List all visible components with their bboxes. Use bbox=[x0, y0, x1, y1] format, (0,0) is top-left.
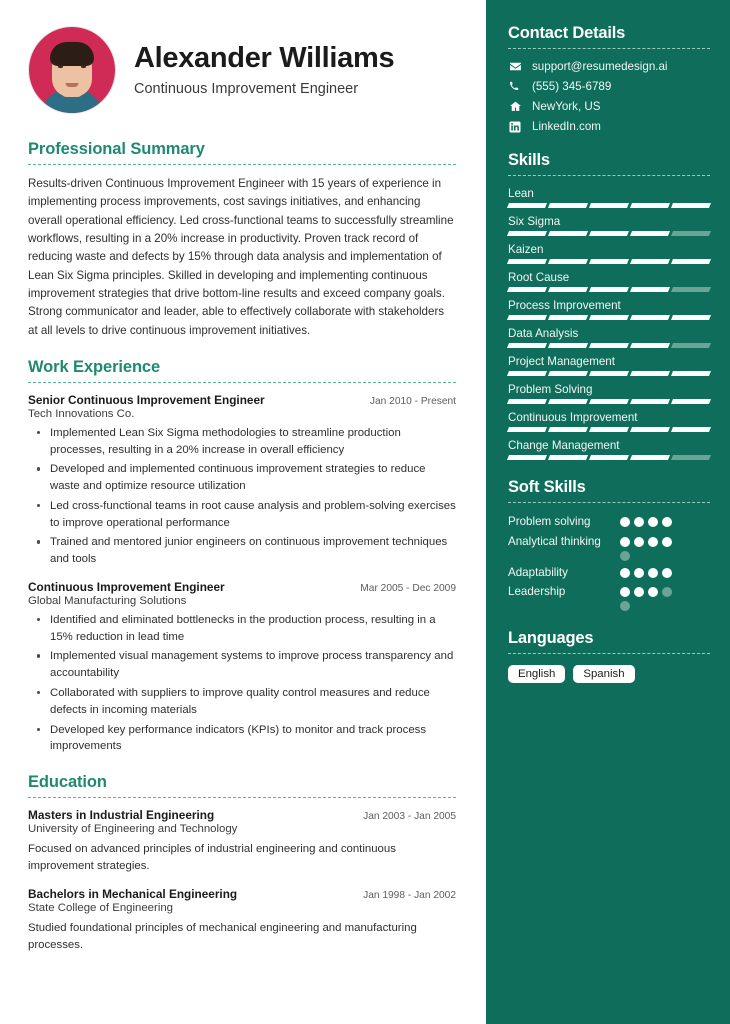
skill-rating-bar bbox=[508, 427, 710, 432]
divider-languages bbox=[508, 653, 710, 654]
skill-bar-segment bbox=[548, 231, 588, 236]
skill-item bbox=[508, 271, 710, 292]
experience-date: Mar 2005 - Dec 2009 bbox=[360, 582, 456, 594]
divider-contact bbox=[508, 48, 710, 49]
contact-list bbox=[508, 60, 710, 133]
education-description: Focused on advanced principles of industrial engineering and continuous improvement strategies. bbox=[28, 843, 396, 873]
avatar-hair bbox=[50, 42, 94, 66]
skill-bar-segment bbox=[671, 455, 711, 460]
experience-bullet: Implemented Lean Six Sigma methodologies to streamline production processes, resulting in a 20% increase in overall efficiency bbox=[28, 425, 456, 459]
education-date: Jan 1998 - Jan 2002 bbox=[363, 890, 456, 902]
skill-bar-segment bbox=[671, 343, 711, 348]
soft-skill-item bbox=[508, 534, 710, 561]
skill-bar-segment bbox=[507, 399, 547, 404]
soft-skill-dot bbox=[620, 517, 630, 527]
skill-bar-segment bbox=[671, 399, 711, 404]
soft-skill-dot bbox=[662, 587, 672, 597]
linkedin-icon bbox=[508, 121, 522, 133]
full-name: Alexander Williams bbox=[134, 42, 395, 75]
skill-bar-segment bbox=[548, 399, 588, 404]
job-role: Continuous Improvement Engineer bbox=[134, 80, 359, 97]
experience-bullet-list bbox=[28, 612, 456, 755]
soft-skill-dot bbox=[634, 587, 644, 597]
languages-list bbox=[508, 665, 710, 683]
skill-item bbox=[508, 243, 710, 264]
skill-rating-bar bbox=[508, 315, 710, 320]
skill-bar-segment bbox=[589, 315, 629, 320]
professional-summary-section bbox=[28, 140, 456, 340]
contact-value: NewYork, US bbox=[532, 100, 601, 113]
skill-bar-segment bbox=[671, 259, 711, 264]
experience-list bbox=[28, 393, 456, 755]
soft-skill-name: Analytical thinking bbox=[508, 534, 601, 548]
soft-skill-dot bbox=[662, 537, 672, 547]
skill-name: Change Management bbox=[508, 439, 620, 452]
soft-skill-dot bbox=[620, 551, 630, 561]
skill-bar-segment bbox=[507, 343, 547, 348]
skill-item bbox=[508, 355, 710, 376]
contact-item[interactable] bbox=[508, 100, 710, 113]
soft-skill-rating-dots bbox=[620, 514, 682, 527]
skill-rating-bar bbox=[508, 259, 710, 264]
skill-bar-segment bbox=[630, 259, 670, 264]
education-description: Studied foundational principles of mechanical engineering and manufacturing processes. bbox=[28, 922, 417, 952]
skill-rating-bar bbox=[508, 399, 710, 404]
sidebar-title-soft-skills: Soft Skills bbox=[508, 478, 586, 496]
soft-skill-dot bbox=[620, 587, 630, 597]
section-title-experience: Work Experience bbox=[28, 357, 161, 376]
skill-bar-segment bbox=[630, 231, 670, 236]
section-title-education: Education bbox=[28, 773, 107, 792]
skill-bar-segment bbox=[507, 259, 547, 264]
skill-name: Kaizen bbox=[508, 243, 544, 256]
divider-soft-skills bbox=[508, 502, 710, 503]
experience-title: Senior Continuous Improvement Engineer bbox=[28, 392, 265, 407]
contact-item[interactable] bbox=[508, 120, 710, 133]
skill-bar-segment bbox=[589, 203, 629, 208]
skill-bar-segment bbox=[671, 203, 711, 208]
soft-skill-name: Problem solving bbox=[508, 515, 591, 528]
skill-item bbox=[508, 215, 710, 236]
skill-bar-segment bbox=[630, 343, 670, 348]
skill-bar-segment bbox=[507, 371, 547, 376]
experience-bullet: Trained and mentored junior engineers on continuous improvement techniques and tools bbox=[28, 534, 456, 568]
skill-bar-segment bbox=[548, 259, 588, 264]
soft-skill-dot bbox=[648, 568, 658, 578]
skills-list bbox=[508, 187, 710, 460]
divider-education bbox=[28, 797, 456, 798]
sidebar-title-contact: Contact Details bbox=[508, 24, 626, 42]
experience-bullet: Identified and eliminated bottlenecks in the production process, resulting in a 15% reduction in lead time bbox=[28, 612, 456, 646]
skills-section bbox=[508, 151, 710, 460]
skill-bar-segment bbox=[630, 427, 670, 432]
soft-skill-dot bbox=[620, 601, 630, 611]
skill-bar-segment bbox=[671, 427, 711, 432]
skill-bar-segment bbox=[548, 315, 588, 320]
experience-title: Continuous Improvement Engineer bbox=[28, 579, 225, 594]
avatar bbox=[28, 26, 116, 114]
skill-bar-segment bbox=[630, 455, 670, 460]
skill-bar-segment bbox=[589, 455, 629, 460]
experience-organization: Global Manufacturing Solutions bbox=[28, 594, 187, 607]
education-header-row bbox=[28, 808, 456, 822]
skill-bar-segment bbox=[589, 371, 629, 376]
contact-item[interactable] bbox=[508, 80, 710, 93]
contact-item[interactable] bbox=[508, 60, 710, 73]
experience-item bbox=[28, 580, 456, 755]
experience-header-row bbox=[28, 580, 456, 594]
soft-skill-dot bbox=[648, 587, 658, 597]
soft-skill-rating-dots bbox=[620, 565, 682, 578]
skill-name: Problem Solving bbox=[508, 383, 593, 396]
skill-bar-segment bbox=[630, 287, 670, 292]
education-degree: Bachelors in Mechanical Engineering bbox=[28, 887, 238, 902]
education-school: University of Engineering and Technology bbox=[28, 823, 238, 836]
home-icon bbox=[508, 100, 522, 113]
experience-bullet-list bbox=[28, 425, 456, 568]
skill-rating-bar bbox=[508, 455, 710, 460]
skill-name: Data Analysis bbox=[508, 327, 579, 340]
work-experience-section bbox=[28, 358, 456, 755]
skill-name: Six Sigma bbox=[508, 215, 561, 228]
education-header-row bbox=[28, 887, 456, 901]
skill-bar-segment bbox=[507, 455, 547, 460]
sidebar bbox=[486, 0, 730, 1024]
avatar-mouth bbox=[66, 83, 79, 87]
soft-skill-dot bbox=[634, 568, 644, 578]
divider-experience bbox=[28, 382, 456, 383]
skill-rating-bar bbox=[508, 371, 710, 376]
education-item bbox=[28, 808, 456, 875]
skill-bar-segment bbox=[507, 203, 547, 208]
skill-bar-segment bbox=[507, 427, 547, 432]
experience-bullet: Implemented visual management systems to improve process transparency and accountability bbox=[28, 648, 456, 682]
skill-bar-segment bbox=[671, 371, 711, 376]
phone-icon bbox=[508, 80, 522, 93]
languages-section bbox=[508, 629, 710, 683]
experience-header-row bbox=[28, 393, 456, 407]
experience-bullet: Developed and implemented continuous improvement strategies to reduce waste and optimize resource utilization bbox=[28, 461, 456, 495]
skill-bar-segment bbox=[548, 371, 588, 376]
skill-bar-segment bbox=[507, 287, 547, 292]
divider-skills bbox=[508, 175, 710, 176]
skill-name: Process Improvement bbox=[508, 299, 621, 312]
soft-skills-section bbox=[508, 478, 710, 611]
skill-bar-segment bbox=[589, 399, 629, 404]
skill-item bbox=[508, 411, 710, 432]
envelope-icon bbox=[508, 60, 522, 73]
contact-details-section bbox=[508, 24, 710, 133]
experience-bullet: Collaborated with suppliers to improve quality control measures and reduce defects in incoming materials bbox=[28, 685, 456, 719]
soft-skill-dot bbox=[620, 568, 630, 578]
soft-skill-dot bbox=[648, 537, 658, 547]
language-chip[interactable]: English bbox=[508, 665, 565, 683]
skill-name: Continuous Improvement bbox=[508, 411, 638, 424]
section-title-summary: Professional Summary bbox=[28, 140, 205, 158]
experience-bullet: Led cross-functional teams in root cause analysis and problem-solving exercises to improve operational performance bbox=[28, 498, 456, 532]
skill-bar-segment bbox=[589, 231, 629, 236]
skill-bar-segment bbox=[671, 231, 711, 236]
skill-rating-bar bbox=[508, 203, 710, 208]
education-list bbox=[28, 808, 456, 954]
experience-bullet: Developed key performance indicators (KPIs) to monitor and track process improvements bbox=[28, 722, 456, 756]
soft-skill-dot bbox=[662, 568, 672, 578]
soft-skill-name: Leadership bbox=[508, 585, 566, 599]
soft-skill-rating-dots bbox=[620, 584, 682, 611]
skill-bar-segment bbox=[589, 259, 629, 264]
skill-name: Project Management bbox=[508, 355, 615, 368]
skill-name: Root Cause bbox=[508, 271, 570, 284]
skill-bar-segment bbox=[589, 343, 629, 348]
skill-item bbox=[508, 327, 710, 348]
skill-name: Lean bbox=[508, 187, 534, 200]
skill-bar-segment bbox=[630, 371, 670, 376]
skill-bar-segment bbox=[548, 343, 588, 348]
soft-skill-item bbox=[508, 584, 710, 611]
avatar-eye-right bbox=[81, 65, 86, 68]
skill-item bbox=[508, 439, 710, 460]
skill-item bbox=[508, 383, 710, 404]
soft-skill-item bbox=[508, 514, 710, 530]
education-item bbox=[28, 887, 456, 954]
skill-bar-segment bbox=[548, 427, 588, 432]
soft-skill-name: Adaptability bbox=[508, 565, 568, 579]
soft-skill-dot bbox=[648, 517, 658, 527]
skill-bar-segment bbox=[589, 427, 629, 432]
education-date: Jan 2003 - Jan 2005 bbox=[363, 811, 456, 823]
soft-skill-rating-dots bbox=[620, 534, 682, 561]
summary-text: Results-driven Continuous Improvement Engineer with 15 years of experience in implementing process improvements, cost savings initiatives, and enhancing overall operational efficiency. Led cross-functional teams to successfully streamline workflows, resulting in a 20% increase in productivity. Proven track record of reducing waste and defects by 15% through data analysis and implementation of Lean Six Sigma principles. Skilled in developing and implementing continuous improvement strategies that drive bottom-line results and exceed company goals. Strong communicator and leader, able to effectively collaborate with stakeholders at all levels to drive continuous improvement initiatives. bbox=[28, 177, 454, 337]
divider-summary bbox=[28, 164, 456, 165]
soft-skill-dot bbox=[634, 517, 644, 527]
contact-value: support@resumedesign.ai bbox=[532, 60, 668, 73]
education-degree: Masters in Industrial Engineering bbox=[28, 808, 215, 823]
language-chip[interactable]: Spanish bbox=[573, 665, 634, 683]
skill-item bbox=[508, 187, 710, 208]
skill-bar-segment bbox=[630, 315, 670, 320]
experience-date: Jan 2010 - Present bbox=[369, 395, 456, 407]
resume-header bbox=[28, 26, 456, 114]
contact-value: LinkedIn.com bbox=[532, 120, 601, 133]
sidebar-title-skills: Skills bbox=[508, 151, 550, 169]
skill-bar-segment bbox=[507, 315, 547, 320]
skill-rating-bar bbox=[508, 287, 710, 292]
skill-bar-segment bbox=[507, 231, 547, 236]
skill-bar-segment bbox=[630, 203, 670, 208]
skill-rating-bar bbox=[508, 343, 710, 348]
education-school: State College of Engineering bbox=[28, 902, 174, 915]
skill-bar-segment bbox=[589, 287, 629, 292]
contact-value: (555) 345-6789 bbox=[532, 80, 612, 93]
skill-rating-bar bbox=[508, 231, 710, 236]
soft-skill-item bbox=[508, 565, 710, 581]
avatar-eye-left bbox=[58, 65, 63, 68]
soft-skill-dot bbox=[620, 537, 630, 547]
skill-bar-segment bbox=[548, 203, 588, 208]
soft-skill-dot bbox=[634, 537, 644, 547]
experience-organization: Tech Innovations Co. bbox=[28, 407, 135, 420]
experience-item bbox=[28, 393, 456, 568]
soft-skills-list bbox=[508, 514, 710, 611]
skill-bar-segment bbox=[671, 287, 711, 292]
sidebar-title-languages: Languages bbox=[508, 629, 594, 648]
skill-bar-segment bbox=[671, 315, 711, 320]
soft-skill-dot bbox=[662, 517, 672, 527]
education-section bbox=[28, 773, 456, 954]
skill-bar-segment bbox=[630, 399, 670, 404]
header-text bbox=[134, 43, 394, 97]
skill-item bbox=[508, 299, 710, 320]
skill-bar-segment bbox=[548, 455, 588, 460]
skill-bar-segment bbox=[548, 287, 588, 292]
